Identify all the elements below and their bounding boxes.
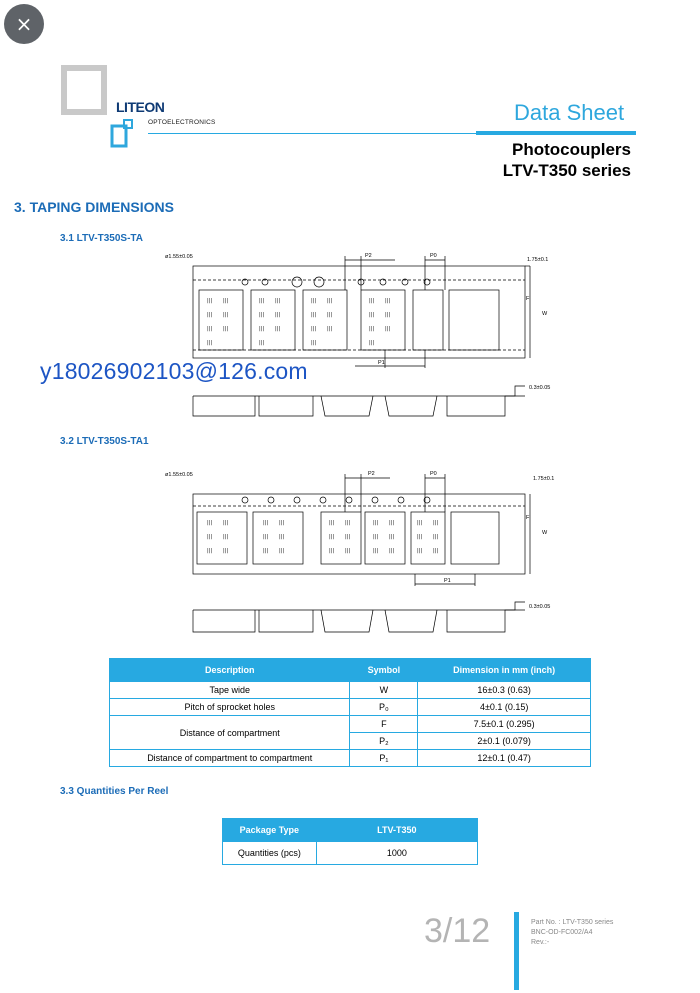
cell-sym: P₁: [350, 750, 418, 767]
cell-desc: Distance of compartment to compartment: [110, 750, 350, 767]
svg-text:|||: |||: [433, 548, 439, 554]
svg-text:|||: |||: [433, 534, 439, 540]
svg-text:|||: |||: [327, 326, 333, 332]
svg-text:|||: |||: [369, 298, 375, 304]
cell-dim: 16±0.3 (0.63): [418, 682, 591, 699]
svg-text:|||: |||: [369, 340, 375, 346]
svg-text:|||: |||: [259, 340, 265, 346]
svg-text:|||: |||: [369, 312, 375, 318]
svg-text:|||: |||: [275, 298, 281, 304]
label-thickness-2: 0.3±0.05: [529, 604, 551, 610]
label-p0: P0: [430, 253, 437, 259]
svg-text:|||: |||: [329, 548, 335, 554]
col-description: Description: [110, 659, 350, 682]
section-title: 3. TAPING DIMENSIONS: [14, 199, 174, 215]
doc-type-title: Data Sheet: [514, 100, 625, 125]
table-row: [110, 682, 591, 699]
table-row: [110, 716, 591, 733]
email-watermark: y18026902103@126.com: [40, 358, 308, 384]
svg-text:|||: |||: [223, 326, 229, 332]
subsection-ta1: 3.2 LTV-T350S-TA1: [60, 436, 149, 447]
cell-desc: Pitch of sprocket holes: [110, 699, 350, 716]
label-hole-diameter: ø1.55±0.05: [165, 254, 193, 260]
svg-text:|||: |||: [275, 326, 281, 332]
svg-text:|||: |||: [385, 326, 391, 332]
product-series: LTV-T350 series: [502, 161, 631, 180]
svg-text:|||: |||: [275, 312, 281, 318]
close-icon: ×: [15, 12, 33, 36]
svg-text:|||: |||: [259, 298, 265, 304]
svg-text:|||: |||: [223, 548, 229, 554]
svg-text:|||: |||: [329, 520, 335, 526]
svg-text:|||: |||: [369, 326, 375, 332]
svg-text:|||: |||: [417, 520, 423, 526]
svg-text:|||: |||: [373, 534, 379, 540]
col-model: LTV-T350: [316, 819, 477, 842]
table-header-row: [223, 819, 478, 842]
table-header-row: [110, 659, 591, 682]
cell-qty-value: 1000: [316, 842, 477, 865]
svg-text:|||: |||: [327, 312, 333, 318]
cell-dim: 4±0.1 (0.15): [418, 699, 591, 716]
svg-text:|||: |||: [263, 534, 269, 540]
svg-text:|||: |||: [279, 548, 285, 554]
label-p1-2: P1: [444, 578, 451, 584]
label-w-2: W: [542, 530, 548, 536]
subsection-quantities: 3.3 Quantities Per Reel: [60, 786, 169, 797]
header-thin-rule: [148, 133, 478, 134]
table-row: [110, 699, 591, 716]
cell-dim: 2±0.1 (0.079): [418, 733, 591, 750]
label-p0-2: P0: [430, 471, 437, 477]
svg-text:|||: |||: [263, 548, 269, 554]
brand-subtitle: OPTOELECTRONICS: [148, 119, 216, 126]
col-symbol: Symbol: [350, 659, 418, 682]
footer-info: [531, 918, 613, 948]
svg-text:|||: |||: [207, 298, 213, 304]
svg-text:|||: |||: [373, 548, 379, 554]
revision: Rev.:-: [531, 939, 550, 946]
taping-drawing-ta: [185, 250, 565, 425]
svg-text:|||: |||: [207, 520, 213, 526]
cell-sym: F: [350, 716, 418, 733]
label-p2-2: P2: [368, 471, 375, 477]
svg-text:|||: |||: [311, 312, 317, 318]
svg-text:|||: |||: [259, 326, 265, 332]
svg-text:|||: |||: [259, 312, 265, 318]
svg-text:|||: |||: [223, 520, 229, 526]
cell-sym: W: [350, 682, 418, 699]
label-hole-diameter-2: ø1.55±0.05: [165, 472, 193, 478]
label-f-2: F: [526, 515, 530, 521]
label-p1: P1: [378, 360, 385, 366]
svg-text:|||: |||: [207, 548, 213, 554]
svg-text:|||: |||: [385, 298, 391, 304]
svg-text:|||: |||: [389, 548, 395, 554]
svg-text:|||: |||: [311, 326, 317, 332]
svg-text:|||: |||: [207, 534, 213, 540]
product-category: Photocouplers: [511, 140, 631, 159]
label-f: F: [526, 296, 530, 302]
cell-dim: 12±0.1 (0.47): [418, 750, 591, 767]
page-number: 3/12: [424, 912, 491, 950]
part-number: Part No. : LTV-T350 series: [531, 919, 614, 926]
svg-text:|||: |||: [417, 534, 423, 540]
document-number: BNC-OD-FC002/A4: [531, 929, 593, 936]
svg-text:|||: |||: [433, 520, 439, 526]
cell-dim: 7.5±0.1 (0.295): [418, 716, 591, 733]
subsection-ta: 3.1 LTV-T350S-TA: [60, 233, 143, 244]
label-w: W: [542, 311, 548, 317]
svg-text:|||: |||: [223, 312, 229, 318]
svg-text:|||: |||: [327, 298, 333, 304]
label-thickness: 0.3±0.05: [529, 385, 551, 391]
svg-text:|||: |||: [389, 534, 395, 540]
close-button[interactable]: [4, 4, 44, 44]
svg-text:|||: |||: [207, 340, 213, 346]
cell-sym: P₂: [350, 733, 418, 750]
svg-text:|||: |||: [345, 520, 351, 526]
dimension-table: [109, 658, 591, 767]
svg-text:|||: |||: [223, 298, 229, 304]
svg-text:|||: |||: [279, 534, 285, 540]
brand-name: LITEON: [116, 99, 165, 115]
svg-text:|||: |||: [207, 326, 213, 332]
cell-desc: Distance of compartment: [110, 716, 350, 750]
svg-text:|||: |||: [223, 534, 229, 540]
svg-text:|||: |||: [279, 520, 285, 526]
label-edge: 1.75±0.1: [527, 257, 549, 263]
cell-qty-label: Quantities (pcs): [223, 842, 317, 865]
svg-text:|||: |||: [373, 520, 379, 526]
svg-text:|||: |||: [417, 548, 423, 554]
quantity-table: [222, 818, 478, 865]
svg-text:|||: |||: [311, 298, 317, 304]
header-rule: [476, 131, 636, 135]
col-dimension: Dimension in mm (inch): [418, 659, 591, 682]
svg-text:|||: |||: [263, 520, 269, 526]
footer-bar: [514, 912, 519, 990]
col-package-type: Package Type: [223, 819, 317, 842]
table-row: [110, 750, 591, 767]
table-row: [223, 842, 478, 865]
cell-desc: Tape wide: [110, 682, 350, 699]
label-p2: P2: [365, 253, 372, 259]
svg-text:|||: |||: [345, 534, 351, 540]
svg-text:|||: |||: [329, 534, 335, 540]
cell-sym: P₀: [350, 699, 418, 716]
taping-drawing-ta1: [185, 468, 565, 643]
svg-text:|||: |||: [385, 312, 391, 318]
svg-text:|||: |||: [207, 312, 213, 318]
svg-text:|||: |||: [311, 340, 317, 346]
label-edge-2: 1.75±0.1: [533, 476, 555, 482]
svg-text:|||: |||: [345, 548, 351, 554]
svg-text:|||: |||: [389, 520, 395, 526]
